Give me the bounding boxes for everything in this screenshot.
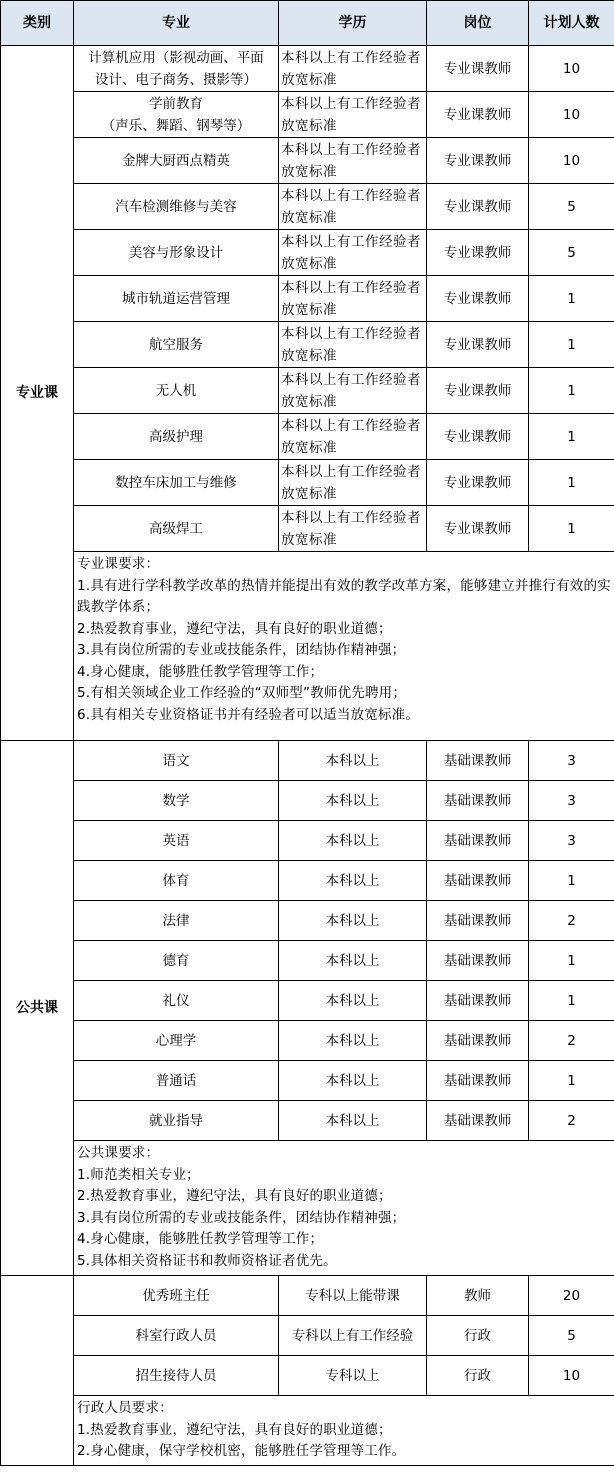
table-row [1, 92, 614, 138]
table-row [1, 821, 614, 861]
table-row [1, 781, 614, 821]
education-cell: 本科以上有工作经验者放宽标准 [279, 322, 427, 368]
table-row [1, 184, 614, 230]
requirement-line: 行政人员要求： [77, 1400, 173, 1416]
position-cell: 行政 [427, 1316, 529, 1356]
requirement-line: 6.具有相关专业资格证书并有经验者可以适当放宽标准。 [77, 706, 420, 723]
requirements-row [1, 1141, 614, 1276]
major-text: 无人机 [155, 382, 197, 399]
major-cell [74, 46, 279, 92]
count-cell: 1 [529, 861, 614, 901]
table-row [1, 506, 614, 552]
major-cell [74, 741, 279, 781]
education-cell: 本科以上有工作经验者放宽标准 [279, 92, 427, 138]
major-cell [74, 1356, 279, 1396]
position-cell: 专业课教师 [427, 276, 529, 322]
major-cell [74, 1021, 279, 1061]
position-cell: 专业课教师 [427, 322, 529, 368]
major-text: 就业指导 [149, 1112, 203, 1129]
count-cell: 10 [529, 92, 614, 138]
specialized-course-category-cell: 专业课 [1, 46, 74, 741]
requirement-line: 2.身心健康，保守学校机密，能够胜任学管理等工作。 [77, 1443, 406, 1459]
public-course-category-cell: 公共课 [1, 741, 74, 1276]
requirement-line: 专业课要求： [77, 556, 160, 572]
position-cell: 基础课教师 [427, 861, 529, 901]
header-planned-count: 计划人数 [529, 1, 614, 46]
count-cell: 1 [529, 276, 614, 322]
major-cell [74, 861, 279, 901]
count-cell: 10 [529, 1356, 614, 1396]
table-row [1, 1061, 614, 1101]
education-cell: 本科以上有工作经验者放宽标准 [279, 368, 427, 414]
major-text: 体育 [162, 872, 190, 889]
count-cell: 5 [529, 1316, 614, 1356]
education-cell: 本科以上 [279, 741, 427, 781]
major-text: 设计、电子商务、摄影等） [95, 71, 257, 88]
major-text: 高级护理 [149, 428, 203, 445]
count-cell: 5 [529, 230, 614, 276]
position-cell: 专业课教师 [427, 414, 529, 460]
position-cell: 专业课教师 [427, 368, 529, 414]
count-cell: 1 [529, 322, 614, 368]
major-cell [74, 230, 279, 276]
requirement-line: 5.具体相关资格证书和教师资格证者优先。 [77, 1252, 337, 1269]
table-row [1, 1276, 614, 1316]
major-text: 汽车检测维修与美容 [115, 198, 237, 215]
major-cell [74, 138, 279, 184]
major-cell [74, 1276, 279, 1316]
header-category: 类别 [1, 1, 74, 46]
major-text: 英语 [162, 832, 190, 849]
count-cell: 1 [529, 414, 614, 460]
major-cell [74, 460, 279, 506]
position-cell: 专业课教师 [427, 92, 529, 138]
major-text: 科室行政人员 [135, 1327, 217, 1344]
major-cell [74, 414, 279, 460]
education-cell: 本科以上 [279, 781, 427, 821]
position-cell: 基础课教师 [427, 1101, 529, 1141]
table-row [1, 1316, 614, 1356]
major-text: 优秀班主任 [142, 1287, 210, 1304]
count-cell: 2 [529, 1021, 614, 1061]
education-cell: 本科以上 [279, 861, 427, 901]
major-cell [74, 941, 279, 981]
table-row [1, 941, 614, 981]
major-text: 金牌大厨西点精英 [122, 152, 230, 169]
table-row [1, 1021, 614, 1061]
major-text: （声乐、舞蹈、钢琴等） [101, 117, 251, 134]
major-text: 心理学 [155, 1032, 197, 1049]
major-text: 语文 [162, 752, 190, 769]
count-cell: 20 [529, 1276, 614, 1316]
position-cell: 专业课教师 [427, 506, 529, 552]
major-cell [74, 781, 279, 821]
position-cell: 基础课教师 [427, 941, 529, 981]
administrative-category-cell [1, 1276, 74, 1466]
major-cell [74, 276, 279, 322]
education-cell: 本科以上有工作经验者放宽标准 [279, 138, 427, 184]
major-cell [74, 322, 279, 368]
position-cell: 教师 [427, 1276, 529, 1316]
education-cell: 专科以上能带课 [279, 1276, 427, 1316]
major-cell [74, 368, 279, 414]
table-row [1, 230, 614, 276]
count-cell: 3 [529, 821, 614, 861]
table-row [1, 901, 614, 941]
education-cell: 本科以上有工作经验者放宽标准 [279, 230, 427, 276]
position-cell: 专业课教师 [427, 230, 529, 276]
count-cell: 1 [529, 506, 614, 552]
requirements-row [1, 1396, 614, 1466]
education-cell: 专科以上有工作经验 [279, 1316, 427, 1356]
education-cell: 本科以上有工作经验者放宽标准 [279, 460, 427, 506]
major-text: 数控车床加工与维修 [115, 474, 237, 491]
major-text: 法律 [162, 912, 190, 929]
education-cell: 专科以上 [279, 1356, 427, 1396]
education-cell: 本科以上有工作经验者放宽标准 [279, 414, 427, 460]
major-text: 高级焊工 [149, 520, 203, 537]
major-cell [74, 506, 279, 552]
position-cell: 基础课教师 [427, 981, 529, 1021]
major-text: 城市轨道运营管理 [122, 290, 230, 307]
major-text: 美容与形象设计 [128, 244, 224, 261]
major-text: 航空服务 [149, 336, 203, 353]
major-cell [74, 92, 279, 138]
requirement-line: 4.身心健康，能够胜任教学管理等工作； [77, 663, 324, 680]
education-cell: 本科以上 [279, 981, 427, 1021]
education-cell: 本科以上有工作经验者放宽标准 [279, 184, 427, 230]
requirement-line: 4.身心健康，能够胜任教学管理等工作； [77, 1231, 324, 1247]
education-cell: 本科以上 [279, 941, 427, 981]
public-course-requirements [74, 1141, 614, 1276]
major-cell [74, 901, 279, 941]
major-text: 礼仪 [162, 992, 190, 1009]
table-row [1, 414, 614, 460]
major-text: 招生接待人员 [135, 1367, 217, 1384]
table-row [1, 981, 614, 1021]
count-cell: 1 [529, 460, 614, 506]
administrative-requirements [74, 1396, 614, 1466]
requirement-line: 5.有相关领域企业工作经验的“双师型”教师优先聘用； [77, 685, 407, 701]
major-text: 德育 [162, 952, 190, 969]
education-cell: 本科以上有工作经验者放宽标准 [279, 276, 427, 322]
position-cell: 基础课教师 [427, 821, 529, 861]
major-cell [74, 981, 279, 1021]
major-text: 计算机应用（影视动画、平面 [88, 49, 264, 66]
header-position: 岗位 [427, 1, 529, 46]
requirement-line: 2.热爱教育事业，遵纪守法，具有良好的职业道德； [77, 1188, 392, 1204]
position-cell: 专业课教师 [427, 138, 529, 184]
requirement-line: 3.具有岗位所需的专业或技能条件，团结协作精神强； [77, 642, 406, 658]
table-row [1, 1356, 614, 1396]
count-cell: 2 [529, 1101, 614, 1141]
major-cell [74, 1101, 279, 1141]
major-text: 数学 [162, 792, 190, 809]
header-education: 学历 [279, 1, 427, 46]
table-row [1, 861, 614, 901]
major-text: 普通话 [155, 1072, 197, 1089]
major-cell [74, 821, 279, 861]
requirement-line: 1.热爱教育事业，遵纪守法，具有良好的职业道德； [77, 1421, 392, 1438]
requirement-line: 1.师范类相关专业； [77, 1166, 200, 1183]
count-cell: 1 [529, 941, 614, 981]
position-cell: 专业课教师 [427, 460, 529, 506]
specialized-course-requirements [74, 552, 614, 741]
requirement-line: 1.具有进行学科教学改革的热情并能提出有效的教学改革方案，能够建立并推行有效的实践教学体系； [77, 577, 611, 615]
table-row [1, 1101, 614, 1141]
count-cell: 10 [529, 138, 614, 184]
major-cell [74, 1316, 279, 1356]
count-cell: 3 [529, 741, 614, 781]
count-cell: 1 [529, 1061, 614, 1101]
count-cell: 2 [529, 901, 614, 941]
education-cell: 本科以上有工作经验者放宽标准 [279, 506, 427, 552]
position-cell: 基础课教师 [427, 781, 529, 821]
education-cell: 本科以上 [279, 821, 427, 861]
position-cell: 基础课教师 [427, 1061, 529, 1101]
position-cell: 专业课教师 [427, 46, 529, 92]
count-cell: 5 [529, 184, 614, 230]
position-cell: 基础课教师 [427, 741, 529, 781]
position-cell: 基础课教师 [427, 1021, 529, 1061]
requirements-row [1, 552, 614, 741]
count-cell: 1 [529, 981, 614, 1021]
table-row [1, 276, 614, 322]
count-cell: 1 [529, 368, 614, 414]
header-major: 专业 [74, 1, 279, 46]
education-cell: 本科以上 [279, 1101, 427, 1141]
position-cell: 基础课教师 [427, 901, 529, 941]
major-text: 学前教育 [149, 95, 203, 112]
requirement-line: 2.热爱教育事业，遵纪守法，具有良好的职业道德； [77, 620, 392, 637]
position-cell: 行政 [427, 1356, 529, 1396]
requirement-line: 公共课要求： [77, 1145, 160, 1161]
education-cell: 本科以上 [279, 901, 427, 941]
count-cell: 10 [529, 46, 614, 92]
header-row [1, 1, 614, 46]
major-cell [74, 184, 279, 230]
count-cell: 3 [529, 781, 614, 821]
table-row [1, 46, 614, 92]
table-row [1, 322, 614, 368]
requirement-line: 3.具有岗位所需的专业或技能条件，团结协作精神强； [77, 1209, 406, 1226]
education-cell: 本科以上 [279, 1021, 427, 1061]
position-cell: 专业课教师 [427, 184, 529, 230]
education-cell: 本科以上 [279, 1061, 427, 1101]
education-cell: 本科以上有工作经验者放宽标准 [279, 46, 427, 92]
table-row [1, 460, 614, 506]
table-row [1, 741, 614, 781]
major-cell [74, 1061, 279, 1101]
table-row [1, 138, 614, 184]
table-row [1, 368, 614, 414]
